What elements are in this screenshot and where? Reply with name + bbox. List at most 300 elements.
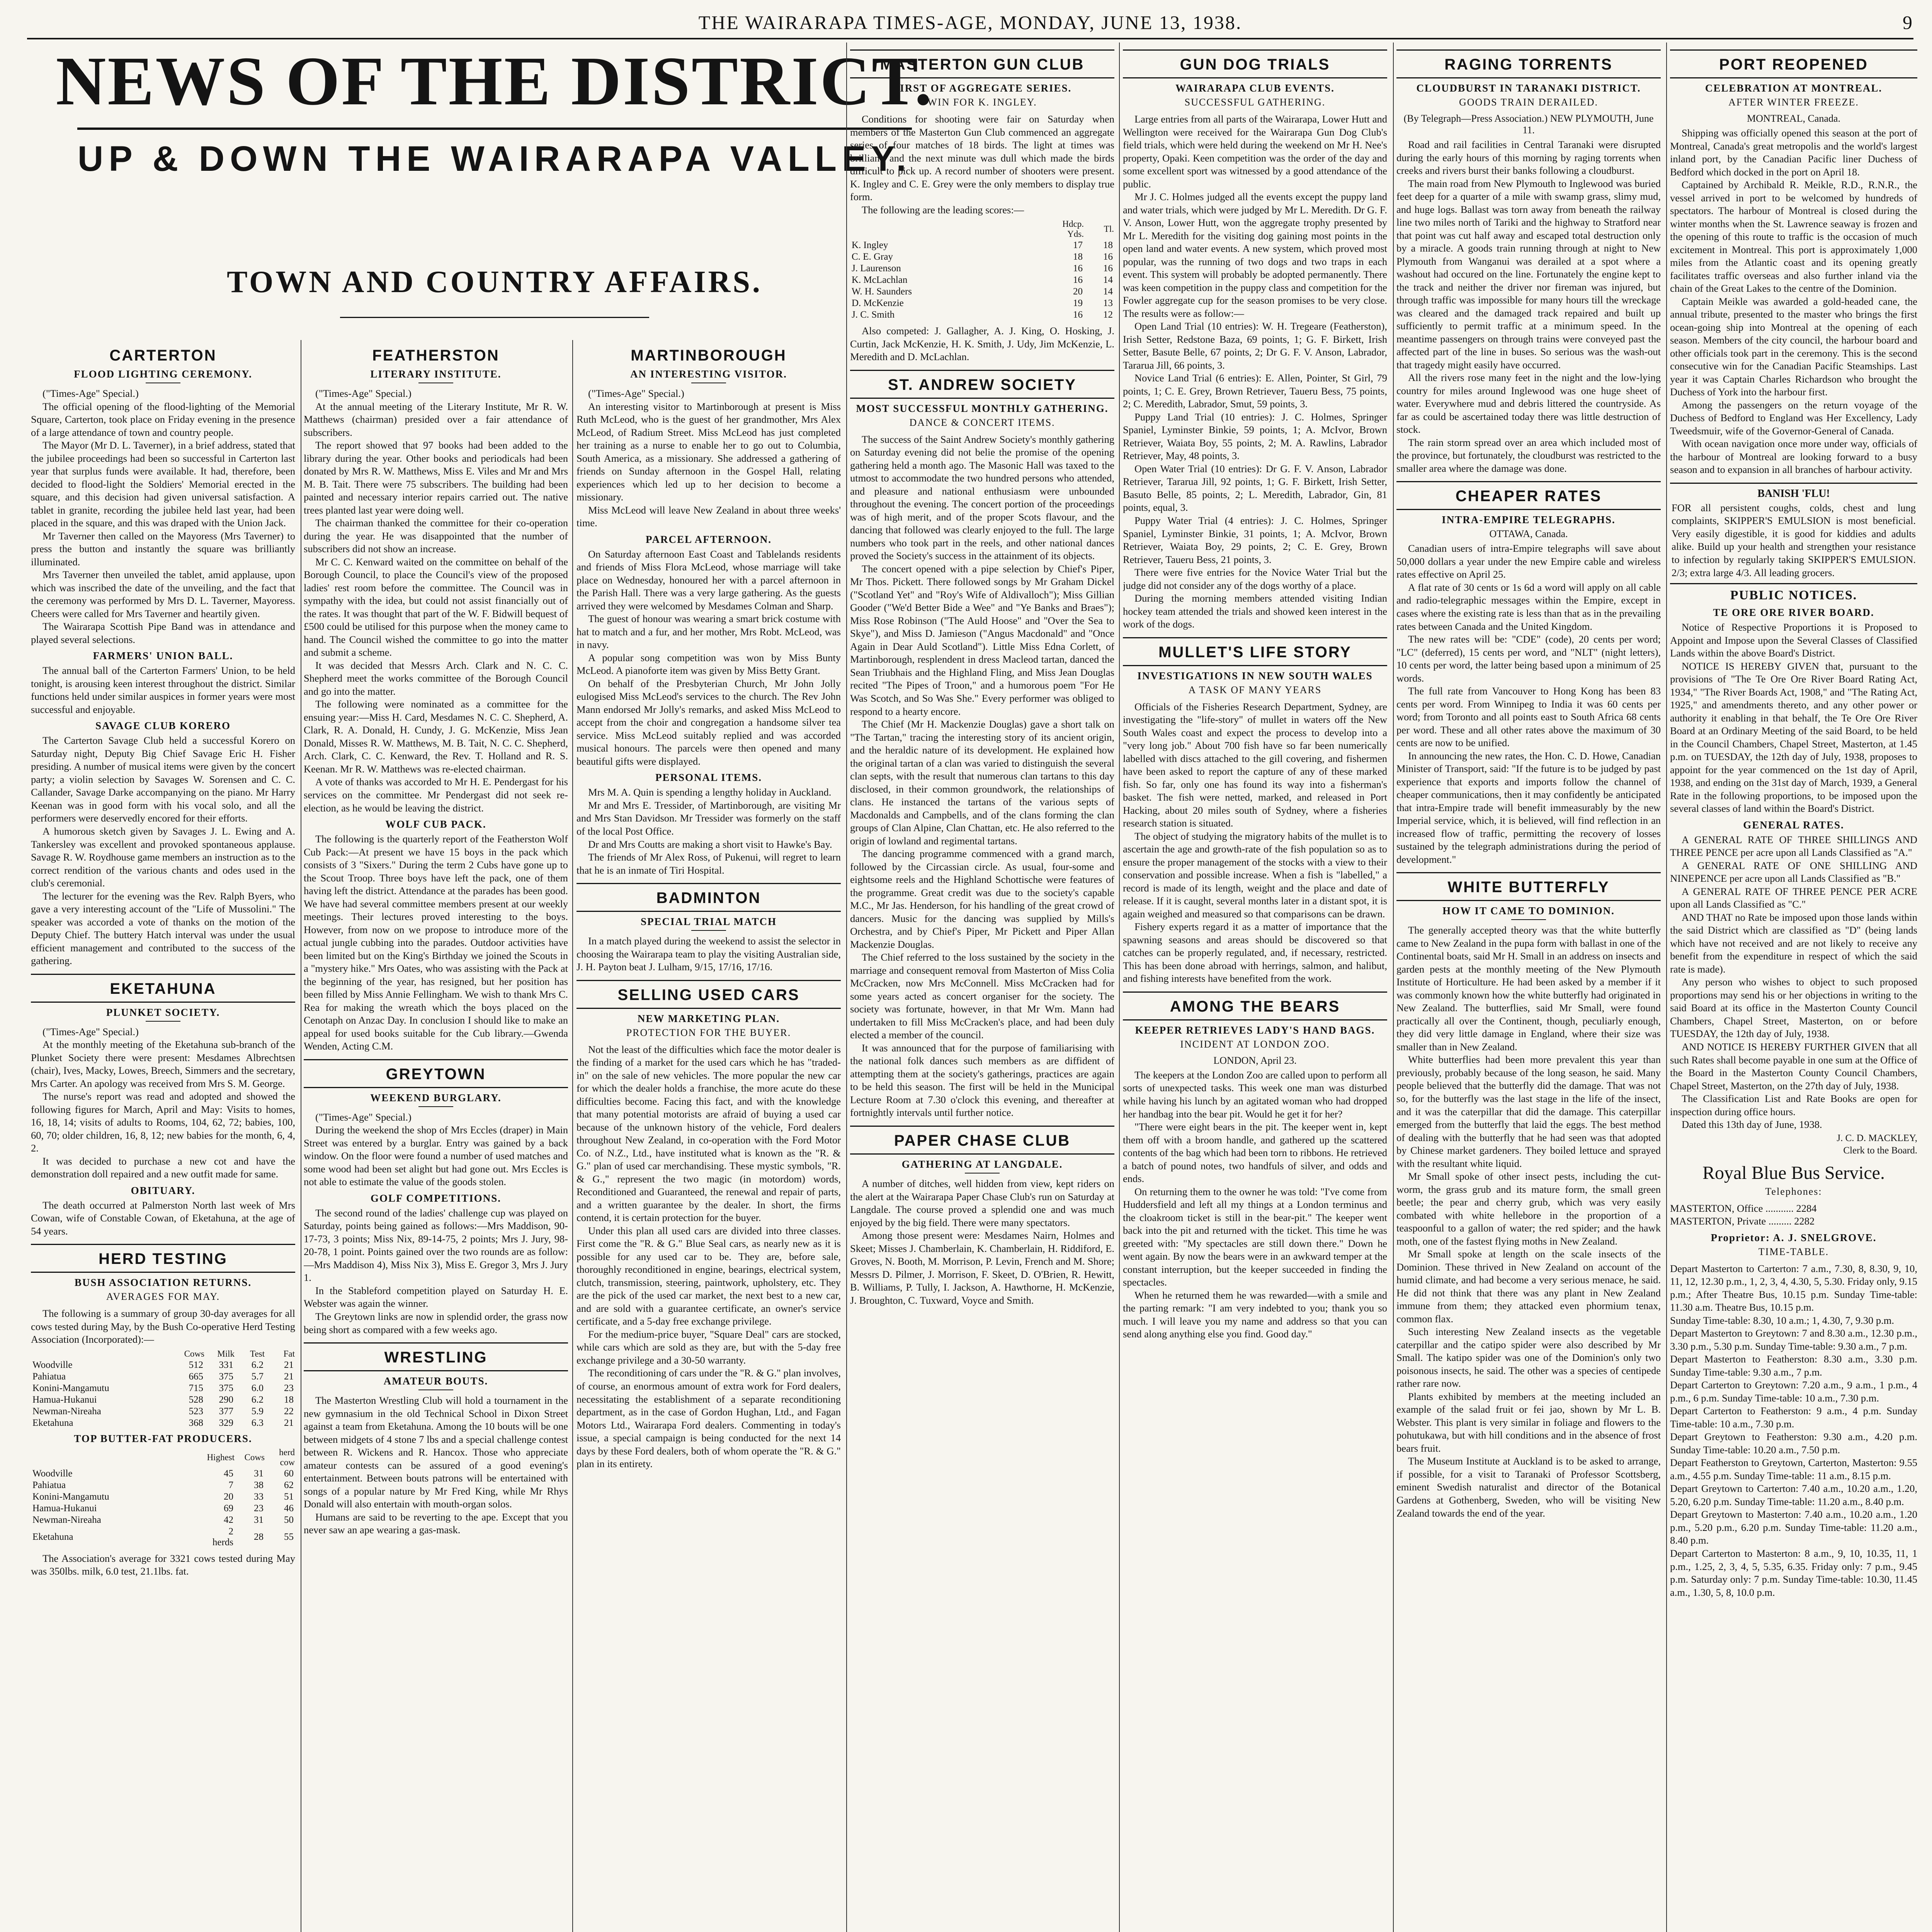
top-producers-table xyxy=(31,1447,295,1548)
article-paragraph: ("Times-Age" Special.) xyxy=(43,1026,139,1037)
article-paragraph: Open Water Trial (10 entries): Dr G. F. V. Anson, Labrador Retriever, Tararua Jill, 92 points, 1; G. F. Birkett, Irish Setter, Basuto Belle, 85 points, 2; L. Meredith, Labrador, Gin, 81 points, equal, 3. xyxy=(1123,463,1387,514)
article-paragraph: The main road from New Plymouth to Inglewood was buried feet deep for a quarter of a mile with swamp grass, slimy mud, and huge logs. Ballast was torn away from beneath the railway line two miles north of Tariki and the highway to Stratford near that point was cut half away and escaped total destruction only by a miracle. A goods train running through at night to New Plymouth from Wanganui was derailed at a spot where a washout had occured on the line. Fortunately the engine kept to the track and neither the driver nor fireman was injured, but through traffic was impossible for many hours till the wreckage was cleared and the damaged track repaired and built up sufficiently to permit traffic at a minimum speed. In the meantime passengers on through trains were conveyed past the affected part of the line in buses. So serious was the wash-out that tragedy might easily have occurred. xyxy=(1396,177,1661,371)
article-paragraph: Open Land Trial (10 entries): W. H. Tregeare (Featherston), Irish Setter, Redstone Baza, 69 points, 1; G. F. Birkett, Irish Setter, Basute Belle, 67 points, 2; Dr G. F. V. Anson, Labrador, Tararua Jill, 66 points, 3. xyxy=(1123,320,1387,371)
article-paragraph: Mr J. C. Holmes judged all the events except the puppy land and water trials, which were judged by Mr L. Meredith. Dr G. F. V. Anson, Lower Hutt, won the aggregate trophy presented by Mr L. Meredith for the visiting dog gaining most points in the open land and water events. A new system, which proved most popular, was the running of two dogs and two traps in each event. This system will probably be adopted permanently. There was keen competition in the puppy class and competition for the Fowler aggregate cup for the season promises to be very close. The results were as follow:— xyxy=(1123,191,1387,319)
page-number: 9 xyxy=(1903,12,1913,33)
article-paragraph: The reconditioning of cars under the "R. & G." plan involves, of course, an enormous amount of extra work for Ford dealers, necessitating the establishment of a separate reconditioning department, as in the case of Gordon Hughan, Ltd., and Fagan Motors Ltd., Wairarapa Ford dealers. Commenting in today's issue, a special campaign is being conducted for the next 14 days by these Ford dealers, both of whom operate the "R. & G." plan in its entirety. xyxy=(577,1367,841,1470)
article-head: BADMINTON xyxy=(577,883,841,912)
article-wrestling xyxy=(304,1342,568,1537)
table-row xyxy=(31,1514,295,1526)
article-subhead: PARCEL AFTERNOON. xyxy=(645,533,772,545)
table-cell: Eketahuna xyxy=(32,1417,73,1428)
article-paragraph: Shipping was officially opened this season at the port of Montreal, Canada's great metropolis and the world's largest inland port, by the Canadian Pacific liner Duchess of Bedford which docked in the port on April 18. xyxy=(1670,127,1917,178)
table-cell: Newman-Nireaha xyxy=(32,1406,101,1417)
article-paragraph: Mr Small spoke of other insect pests, including the cut-worm, the grass grub and its mature form, the small green beetle; the pear and cherry grub, which was very easily combated with white hellebore in the proportion of a teaspoonful to a gallon of water; the red spider; and the hawk moth, one of the fastest flying moths in New Zealand. xyxy=(1396,1170,1661,1247)
article-head: HERD TESTING xyxy=(31,1244,295,1273)
article-paragraph: Captain Meikle was awarded a gold-headed cane, the annual tribute, presented to the master who brings the first ocean-going ship into Montreal at the opening of each season. Members of the city council, the harbour board and other officials took part in the ceremony. This is the second consecutive win for the Canadian Pacific Steamships. Last year it was Captain Charles Richardson who brought the Duchess of York into the harbour first. xyxy=(1670,295,1917,398)
article-paragraph: Such interesting New Zealand insects as the vegetable caterpillar and the catipo spider were also described by Mr Small. The katipo spider was one of the Dominion's only two poisonous insects, he said. The other was a species of centipede rather rare now. xyxy=(1396,1326,1661,1389)
dash-rule xyxy=(418,1106,453,1107)
section-title: TOWN AND COUNTRY AFFAIRS. xyxy=(227,265,762,299)
article-deck: CELEBRATION AT MONTREAL. xyxy=(1705,82,1883,94)
royal-blue-bus-service xyxy=(1670,1162,1917,1599)
table-cell: 12 xyxy=(1103,310,1113,320)
table-row xyxy=(850,251,1114,263)
article-paragraph: An interesting visitor to Martinborough at present is Miss Ruth McLeod, who is the guest of her grandmother, Mrs Alex McLeod, of Radium Street. Miss McLeod has just completed her training as a nurse to enable her to go out to Columbia, South America, as a missionary. She addressed a gathering of friends on Sunday afternoon in the Gospel Hall, relating experiences which led up to her decision to become a missionary. xyxy=(577,400,841,503)
table-cell: 7 xyxy=(228,1480,233,1490)
table-cell: 16 xyxy=(1103,252,1113,262)
article-paragraph: A vote of thanks was accorded to Mr H. E. Pendergast for his services on the committee. Mr Pendergast did not seek re-election, as he would be leaving the district. xyxy=(304,776,568,814)
table-cell: K. McLachlan xyxy=(852,275,908,286)
article-paragraph: When he returned them he was rewarded—with a smile and the parting remark: "I am very indebted to you; thank you so much. I will leave you my name and address so that you can send along anything else you find. Good day." xyxy=(1123,1289,1387,1340)
article-st-andrew xyxy=(850,370,1114,1119)
article-deck: WAIRARAPA CLUB EVENTS. xyxy=(1175,82,1335,94)
article-deck: AMATEUR BOUTS. xyxy=(383,1375,488,1387)
bus-timetable-line: Depart Masterton to Carterton: 7 a.m., 7.30, 8, 8.30, 9, 10, 11, 12, 12.30 p.m., 1, 2, 3, 4, 4.30, 5, 5.30. Friday only, 9.15 p.m.; After Theatre Bus, 10.15 p.m. Sunday Time-table: 11.30 a.m. Theatre Bus, 10.15 p.m. xyxy=(1670,1262,1917,1313)
article-paragraph: Among those present were: Mesdames Nairn, Holmes and Skeet; Misses J. Chamberlain, K. Chamberlain, H. Riddiford, E. Groves, N. Booth, M. Morrison, P. Levin, French and M. Shore; Messrs D. Pilmer, J. Morrison, F. Skeet, D. O'Brien, R. Hewitt, B. Williams, P. Tully, I. Jackson, A. Hawthorne, H. McKenzie, J. Broughton, C. Tuxward, Voyce and Smith. xyxy=(850,1230,1114,1306)
table-row xyxy=(31,1359,295,1371)
column-3 xyxy=(577,344,841,1932)
table-row xyxy=(31,1417,295,1429)
article-paragraph: In a match played during the weekend to assist the selector in choosing the Wairarapa team to play the visiting Australian side, J. H. Payton beat J. Lulham, 9/15, 17/16, 17/16. xyxy=(577,935,841,973)
notice-signature-title: Clerk to the Board. xyxy=(1843,1145,1917,1156)
article-paragraph: The guest of honour was wearing a smart brick costume with hat to match and a fur, and her mother, Mrs Robt. McLeod, was in navy. xyxy=(577,613,841,651)
article-paragraph: ("Times-Age" Special.) xyxy=(43,388,139,399)
article-raging-torrents xyxy=(1396,49,1661,475)
article-paragraph: Miss McLeod will leave New Zealand in about three weeks' time. xyxy=(577,504,841,529)
table-header-row xyxy=(31,1447,295,1468)
article-paragraph: Mr Taverner then called on the Mayoress (Mrs Taverner) to press the button and instantly the square was brilliantly illuminated. xyxy=(31,530,295,568)
table-row xyxy=(31,1371,295,1383)
table-cell: 45 xyxy=(224,1468,233,1479)
article-head: FEATHERSTON xyxy=(372,347,500,364)
article-deck: LITERARY INSTITUTE. xyxy=(370,368,502,380)
article-deck: NEW MARKETING PLAN. xyxy=(637,1012,780,1024)
bus-telephone: MASTERTON, Private ......... 2282 xyxy=(1670,1215,1815,1227)
article-white-butterfly xyxy=(1396,872,1661,1520)
article-paragraph: The success of the Saint Andrew Society's monthly gathering on Saturday evening did not belie the promise of the opening gathering held a month ago. The Masonic Hall was taxed to the utmost to accommodate the two hundred persons who attended, and pleasure and national enthusiasm were unbounded throughout the evening. The concert portion of the proceedings was of high merit, and of the proper Scots flavour, and the dancing that followed was clearly enjoyed to the full. The large numbers who took part in the reels, and other national dances proved the Society's success in the attainment of its objects. xyxy=(850,433,1114,562)
article-paragraph: The object of studying the migratory habits of the mullet is to ascertain the age and growth-rate of the fish population so as to ensure the proper management of the stocks with a view to their conservation and possible increase. When a fish is "labelled," a record is made of its length, weight and the place and date of release. If it is caught, several months later in a distant spot, it is again weighed and measured so that comparisons can be drawn. xyxy=(1123,830,1387,920)
article-paragraph: The official opening of the flood-lighting of the Memorial Square, Carterton, took place on Friday evening in the presence of a large attendance of town and country people. xyxy=(31,400,295,438)
article-paragraph: The Chief referred to the loss sustained by the society in the marriage and consequent removal from Masterton of Miss Colia McCracken, now Mrs McConnell. Miss McCracken had for some years acted as concert organiser for the society. The society was fortunate, however, in that Mr Wm. Mann had undertaken to fill Miss McCracken's place, and had been duly elected a member of the council. xyxy=(850,951,1114,1041)
article-paragraph: A number of ditches, well hidden from view, kept riders on the alert at the Wairarapa Paper Chase Club's run on Saturday at Langdale. The course proved a splendid one and was much enjoyed by the big field. There were many spectators. xyxy=(850,1178,1114,1228)
table-cell: 14 xyxy=(1103,286,1113,297)
article-mullet xyxy=(1123,637,1387,985)
column-5 xyxy=(1123,46,1387,1932)
notice-signature: J. C. D. MACKLEY, xyxy=(1837,1133,1917,1143)
bus-telephone: MASTERTON, Office ........... 2284 xyxy=(1670,1202,1817,1214)
table-cell: 60 xyxy=(284,1468,294,1479)
table-row xyxy=(31,1394,295,1406)
table-cell: 528 xyxy=(189,1394,203,1405)
table-cell: Hamua-Hukanui xyxy=(32,1394,97,1405)
table-cell: Milk xyxy=(217,1349,235,1359)
notice-paragraph: Any person who wishes to object to such proposed proportions may send his or her objections in writing to the said Board at its office in the Masterton County Council Chambers, Chapel Street, Masterton, on or before TUESDAY, the 12th day of July, 1938. xyxy=(1670,976,1917,1040)
article-head: CHEAPER RATES xyxy=(1396,481,1661,510)
dash-rule xyxy=(146,1021,180,1022)
column-2 xyxy=(304,344,568,1932)
gun-scores-table xyxy=(850,219,1114,321)
article-deck: HOW IT CAME TO DOMINION. xyxy=(1442,905,1615,917)
table-cell: Cows xyxy=(244,1452,265,1462)
table-cell xyxy=(31,1447,205,1468)
table-row xyxy=(850,309,1114,321)
dash-rule xyxy=(691,930,726,931)
article-paragraph: It was decided to purchase a new cot and have the demonstration doll repaired and a new outfit made for same. xyxy=(31,1155,295,1180)
table-cell: 715 xyxy=(189,1383,203,1393)
table-cell: 18 xyxy=(1073,252,1083,262)
article-deck: MOST SUCCESSFUL MONTHLY GATHERING. xyxy=(856,402,1109,414)
table-cell: 329 xyxy=(219,1417,233,1428)
notice-paragraph: AND THAT no Rate be imposed upon those lands within the said District which are classified as "D" (being lands which have not received and are not likely to receive any benefit from the expenditure in respect of which the said rate is made). xyxy=(1670,911,1917,975)
notice-paragraph: A GENERAL RATE OF THREE SHILLINGS AND THREE PENCE per acre upon all Lands Classified as "A." xyxy=(1670,833,1917,859)
table-header-row xyxy=(31,1349,295,1359)
article-paragraph: The concert opened with a pipe selection by Chief's Piper, Mr Thos. Pickett. There followed songs by Mr Graham Dickel ("Scotland Yet" and "Roy's Wife of Aldivalloch"); Miss Gillian Gooder ("We'd Better Bide a Wee" and "Ye Banks and Braes"); Miss Rose Robinson ("The Auld Hoose" and "Over the Sea to Skye"), and Miss D. Jamieson ("Angus Macdonald" and "Once Again in Dear Auld Scotland"). Little Miss Edna Corlett, of Martinborough, resplendent in dress Macleod tartan, danced the Sean Triubhais and the Highland Fling, and Miss Jean Douglas recited "The Pipes of Troon," and a humorous poem "For He Was Scotch, and So Was She." Every performer was obliged to respond to a hearty encore. xyxy=(850,563,1114,717)
dateline: MONTREAL, Canada. xyxy=(1747,113,1840,124)
article-gun-dog-trials xyxy=(1123,49,1387,631)
article-eketahuna xyxy=(31,974,295,1238)
article-deck: WIN FOR K. INGLEY. xyxy=(927,97,1037,108)
table-cell: 18 xyxy=(1103,240,1113,251)
article-deck: INCIDENT AT LONDON ZOO. xyxy=(1180,1038,1330,1050)
article-paragraph: Road and rail facilities in Central Taranaki were disrupted during the early hours of this morning by raging torrents when creeks and rivers burst their banks following a cloudburst. xyxy=(1396,139,1661,177)
table-cell: 16 xyxy=(1073,275,1083,286)
table-cell: 16 xyxy=(1073,263,1083,274)
table-cell: 69 xyxy=(224,1503,233,1514)
article-paragraph: The generally accepted theory was that the white butterfly came to New Zealand in the pupa form with ballast in one of the Continental boats, said Mr H. Small in an address on insects and garden pests at the monthly meeting of the New Plymouth Institute of Horticulture. He had been asked by a member if it was commonly known how the white butterfly had originated in New Zealand. The butterflies, said Mr Small, were found practically all over the Continent, though, peculiarly enough, they did very little damage in England, where their size was smaller than in New Zealand. xyxy=(1396,924,1661,1053)
article-paragraph: The report showed that 97 books had been added to the library during the year. Other books and periodicals had been donated by Mrs R. W. Matthews, Miss E. Viles and Mr and Mrs M. B. Tait. There were 75 subscribers. The building had been painted and necessary interior repairs carried out. The native trees planted last year were doing well. xyxy=(304,439,568,516)
dateline: LONDON, April 23. xyxy=(1213,1054,1297,1066)
column-rule xyxy=(1119,43,1120,1932)
article-deck: PLUNKET SOCIETY. xyxy=(106,1006,220,1018)
table-cell: 6.2 xyxy=(251,1394,264,1405)
table-cell: 51 xyxy=(284,1491,294,1502)
article-paragraph: Plants exhibited by members at the meeting included an example of the salad fruit or fei jao, shown by Mr L. B. Webster. This plant is very similar in foliage and flowers to the pohutukawa, but with hill conditions and in the absence of frost bears fruit. xyxy=(1396,1390,1661,1454)
table-cell: J. Laurenson xyxy=(852,263,901,274)
article-paragraph: Also competed: J. Gallagher, A. J. King, O. Hosking, J. Curtin, Jack McKenzie, H. K. Smith, J. Udy, Jim McKenzie, L. Meredith and D. McLachlan. xyxy=(850,325,1114,363)
article-paragraph: Mrs M. A. Quin is spending a lengthy holiday in Auckland. xyxy=(588,786,832,798)
advertisement-skippers-emulsion xyxy=(1670,483,1917,584)
column-4 xyxy=(850,46,1114,1932)
article-paragraph: "There were eight bears in the pit. The keeper went in, kept them off with a broom handle, and gathered up the scattered contents of the bag which had been torn to ribbons. He retrieved a batch of pound notes, two handfuls of silver, and odds and ends. xyxy=(1123,1121,1387,1185)
banner-title: NEWS OF THE DISTRICT. xyxy=(56,43,934,119)
article-head: SELLING USED CARS xyxy=(577,980,841,1009)
article-paragraph: The following is a summary of group 30-day averages for all cows tested during May, by the Bush Co-operative Herd Testing Association (Incorporated):— xyxy=(31,1308,295,1345)
article-badminton xyxy=(577,883,841,974)
bus-timetable-line: Depart Greytown to Masterton: 7.40 a.m., 10.20 a.m., 1.20 p.m., 5.20 p.m., 6.20 p.m. Sunday Time-table: 11.20 a.m., 8.40 p.m. xyxy=(1670,1509,1917,1546)
column-7 xyxy=(1670,46,1917,1932)
article-featherston xyxy=(304,347,568,1053)
notice-subhead: TE ORE ORE RIVER BOARD. xyxy=(1713,607,1874,619)
article-paragraph: Mr C. C. Kenward waited on the committee on behalf of the Borough Council, to place the Council's view of the proposed ladies' rest room before the committee. The Council was in sympathy with the idea, but could not assist financially out of the rates. It was thought that part of the W. F. Bidwill bequest of £500 could be utilised for this purpose when the money came to hand. The Council wished the committee to go into the matter and submit a scheme. xyxy=(304,556,568,658)
article-head: MASTERTON GUN CLUB xyxy=(850,49,1114,78)
bus-timetable-line: Depart Masterton to Greytown: 7 and 8.30 a.m., 12.30 p.m., 3.30 p.m., 5.30 p.m. Sunday Time-table: 9.30 a.m., 7 p.m. xyxy=(1670,1327,1917,1352)
table-cell: J. C. Smith xyxy=(852,310,895,320)
column-1 xyxy=(31,344,295,1932)
table-cell: 20 xyxy=(1073,286,1083,297)
article-head: WRESTLING xyxy=(304,1342,568,1371)
table-row xyxy=(31,1503,295,1514)
table-row xyxy=(31,1480,295,1491)
article-paragraph: Among the passengers on the return voyage of the Duchess of Bedford to England was Her Excellency, Lady Tweedsmuir, wife of the Governor-General of Canada. xyxy=(1670,399,1917,437)
table-cell: 331 xyxy=(219,1359,233,1370)
table-row xyxy=(31,1491,295,1503)
article-greytown xyxy=(304,1059,568,1336)
table-cell: 6.2 xyxy=(251,1359,264,1370)
article-paragraph: The nurse's report was read and adopted and showed the following figures for March, April and May: Visits to homes, 16, 18, 14; visits of adults to Rooms, 104, 62, 72; babies, 100, 60, 70; older children, 16, 8, 12; new babies for the month, 6, 4, 2. xyxy=(31,1090,295,1154)
article-paragraph: On returning them to the owner he was told: "I've come from Huddersfield and left all my things at a London terminus and the cloakroom ticket is still in the bear-pit." The keeper went back into the pit and returned with the ticket. This time he was greeted with: "My spectacles are still down there." Down he went again. By now the bears were in an awkward temper at the constant interruption, but the keeper succeeded in finding the spectacles. xyxy=(1123,1185,1387,1288)
article-paragraph: The new rates will be: "CDE" (code), 20 cents per word; "LC" (deferred), 15 cents per word, and "NLT" (night letters), 10 cents per word, the latter being based upon a minimum of 25 words. xyxy=(1396,633,1661,684)
article-head: AMONG THE BEARS xyxy=(1123,992,1387,1020)
article-deck: FIRST OF AGGREGATE SERIES. xyxy=(893,82,1072,94)
column-6 xyxy=(1396,46,1661,1932)
article-paragraph: Dr and Mrs Coutts are making a short visit to Hawke's Bay. xyxy=(588,838,832,850)
article-head: WHITE BUTTERFLY xyxy=(1396,872,1661,901)
article-paragraph: Puppy Land Trial (10 entries): J. C. Holmes, Springer Spaniel, Lyminster Binkie, 59 points, 1; A. McIvor, Brown Retriever, Waiata Boy, 55 points, 2; M. A. Rawlins, Labrador Retriever, May, 48 points, 3. xyxy=(1123,411,1387,462)
article-paragraph: At the monthly meeting of the Eketahuna sub-branch of the Plunket Society there were present: Mesdames Albrechtsen (chair), Ives, Macky, Lowes, Breech, Simmers and the secretary, Mrs Carter. An apology was received from Mrs S. M. George. xyxy=(31,1039,295,1089)
table-cell xyxy=(850,219,1054,240)
table-cell: 31 xyxy=(254,1514,264,1525)
table-cell: Konini-Mangamutu xyxy=(32,1383,109,1393)
article-paragraph: Novice Land Trial (6 entries): E. Allen, Pointer, St Girl, 79 points, 1; C. E. Grey, Brown Retriever, Taueru Bess, 75 points, 2; C. Meredith, Labrador, Smut, 59 points, 3. xyxy=(1123,372,1387,410)
table-cell: 33 xyxy=(254,1491,264,1502)
article-deck: CLOUDBURST IN TARANAKI DISTRICT. xyxy=(1416,82,1641,94)
article-paragraph: Puppy Water Trial (4 entries): J. C. Holmes, Springer Spaniel, Lyminster Binkie, 31 points, 1; A. McIvor, Brown Retriever, Waiata Boy, 29 points, 2; C. E. Grey, Brown Retriever, Taueru Bess, 21 points, 3. xyxy=(1123,514,1387,565)
table-cell: 16 xyxy=(1103,263,1113,274)
article-paragraph: The Association's average for 3321 cows tested during May was 350lbs. milk, 6.0 test, 21.1lbs. fat. xyxy=(31,1552,295,1577)
table-row xyxy=(31,1406,295,1417)
article-paragraph: The keepers at the London Zoo are called upon to perform all sorts of unexpected tasks. This week one man was disturbed while having his lunch by an agitated woman who had dropped her handbag into the bear pit. Would he get it for her? xyxy=(1123,1069,1387,1120)
table-cell: Highest xyxy=(207,1452,235,1462)
table-cell: Hamua-Hukanui xyxy=(32,1503,97,1514)
table-row xyxy=(850,274,1114,286)
table-cell: 20 xyxy=(224,1491,233,1502)
article-paragraph: The Greytown links are now in splendid order, the grass now being short as compared with a few weeks ago. xyxy=(304,1311,568,1335)
article-paragraph: Mrs Taverner then unveiled the tablet, amid applause, upon which was inscribed the date of the unveiling, and the fact that the ceremony was performed by Mrs D. L. Taverner, Mayoress. Cheers were called for Mrs Taverner and heartily given. xyxy=(31,569,295,619)
article-paragraph: The Wairarapa Scottish Pipe Band was in attendance and played several selections. xyxy=(31,621,295,645)
article-deck: AN INTERESTING VISITOR. xyxy=(630,368,787,380)
table-cell: 50 xyxy=(284,1514,294,1525)
article-paragraph: There were five entries for the Novice Water Trial but the judge did not consider any of the dogs worthy of a place. xyxy=(1123,566,1387,591)
article-head: ST. ANDREW SOCIETY xyxy=(850,370,1114,399)
article-head: RAGING TORRENTS xyxy=(1396,49,1661,78)
notice-paragraph: A GENERAL RATE OF ONE SHILLING AND NINEPENCE per acre upon all Lands Classified as "B." xyxy=(1670,859,1917,884)
article-deck: SPECIAL TRIAL MATCH xyxy=(640,916,777,928)
notice-subhead: GENERAL RATES. xyxy=(1743,819,1844,831)
table-cell: Cows xyxy=(184,1349,204,1359)
table-cell: D. McKenzie xyxy=(852,298,904,309)
article-deck: DANCE & CONCERT ITEMS. xyxy=(909,417,1055,428)
article-deck: BUSH ASSOCIATION RETURNS. xyxy=(74,1277,252,1289)
masthead xyxy=(27,7,1913,39)
article-paragraph: The full rate from Vancouver to Hong Kong has been 83 cents per word. From Winnipeg to India it was 60 cents per word; from Toronto and all points east to South Africa 68 cents per word. These and all other rates above the maximum of 30 cents are now to be unified. xyxy=(1396,685,1661,749)
table-cell: 5.9 xyxy=(251,1406,264,1417)
bus-timetable-line: Depart Featherston to Greytown, Carterton, Masterton: 9.55 a.m., 4.55 p.m. Sunday Time-table: 11 a.m., 8.15 p.m. xyxy=(1670,1457,1917,1481)
section-rule xyxy=(340,317,649,318)
table-cell: 2 herds xyxy=(212,1526,233,1548)
table-cell: Test xyxy=(250,1349,265,1359)
table-cell: Newman-Nireaha xyxy=(32,1514,101,1525)
table-cell: 375 xyxy=(219,1383,233,1393)
article-head: MULLET'S LIFE STORY xyxy=(1123,637,1387,666)
article-paragraph: ("Times-Age" Special.) xyxy=(315,1111,412,1123)
article-head: GUN DOG TRIALS xyxy=(1123,49,1387,78)
article-deck: AFTER WINTER FREEZE. xyxy=(1728,97,1859,108)
article-paragraph: The annual ball of the Carterton Farmers' Union, to be held tonight, is arousing keen interest throughout the district. Similar functions held under similar auspices in former years were most successful and enjoyable. xyxy=(31,665,295,715)
dash-rule xyxy=(418,1389,453,1390)
article-head: EKETAHUNA xyxy=(31,974,295,1003)
article-paragraph: Captained by Archibald R. Meikle, R.D., R.N.R., the vessel arrived in port to be welcomed by hundreds of spectators. The harbour of Montreal is closed during the winter months when the St. Lawrence seaway is frozen and the opening of this route to traffic is the occasion of much excitement in Montreal. This port is approximately 1,000 miles from the Atlantic coast and its opening greatly facilitates traffic overseas and also further inland via the chain of the Great Lakes to the centre of the Dominion. xyxy=(1670,179,1917,294)
article-subhead: SAVAGE CLUB KORERO xyxy=(95,720,231,732)
bus-timetable-line: Depart Masterton to Featherston: 8.30 a.m., 3.30 p.m. Sunday Time-table: 9.30 a.m., 7 p.m. xyxy=(1670,1353,1917,1378)
article-deck: SUCCESSFUL GATHERING. xyxy=(1184,97,1326,108)
article-deck: A TASK OF MANY YEARS xyxy=(1188,684,1322,696)
article-paragraph: The chairman thanked the committee for their co-operation during the year. He was disappointed that the number of subscribers did not show an increase. xyxy=(304,517,568,555)
article-paragraph: The death occurred at Palmerston North last week of Mrs Cowan, wife of Constable Cowan, of Eketahuna, at the age of 54 years. xyxy=(31,1199,295,1237)
article-paragraph: Fishery experts regard it as a matter of importance that the spawning seasons and areas should be discovered so that catches can be properly regulated, and, if necessary, restricted. This has been done abroad with herrings, salmon, and halibut, and fishing interests have benefited from the work. xyxy=(1123,921,1387,985)
table-cell: 31 xyxy=(254,1468,264,1479)
table-row xyxy=(31,1526,295,1548)
article-paragraph: The Masterton Wrestling Club will hold a tournament in the new gymnasium in the old Technical School in Dixon Street against a team from Eketahuna. Among the 10 bouts will be one between midgets of 4 stone 7 lbs and a special challenge contest between R. Wickens and R. Hancox. Those who appreciate amateur contests can be assured of a good evening's entertainment. Between bouts patrons will be entertained with songs of a popular nature by Mr Fred King, while Mr Rhys Donald will also entertain with mouth-organ solos. xyxy=(304,1395,568,1510)
article-paragraph: For the medium-price buyer, "Square Deal" cars are stocked, while cars which are sold as they are, but with the 5-day free exchange privilege and a 30-50 warranty. xyxy=(577,1328,841,1366)
bus-timetable-head: TIME-TABLE. xyxy=(1758,1246,1829,1257)
article-paragraph: Humans are said to be reverting to the ape. Except that you never saw an ape wearing a gas-mask. xyxy=(304,1511,568,1536)
article-among-the-bears xyxy=(1123,992,1387,1341)
article-deck: WEEKEND BURGLARY. xyxy=(370,1092,502,1104)
banner-rule xyxy=(77,128,912,130)
article-paragraph: White butterflies had been more prevalent this year than previously, probably because of the long season, he said. Many people believed that the butterfly did the damage. That was not so, for the butterfly was the last stage in the life of the insect, and it was the caterpillar that did the damage. This caterpillar emerged from the butterfly that laid the eggs. The best method of dealing with the butterfly that he had seen was that adopted by Chinese market gardeners. They boiled lettuce and sprayed with the resultant white liquid. xyxy=(1396,1054,1661,1169)
table-cell: Woodville xyxy=(32,1468,73,1479)
article-paper-chase xyxy=(850,1126,1114,1307)
table-row xyxy=(31,1383,295,1394)
article-head: CARTERTON xyxy=(109,347,217,364)
bus-timetable-line: Sunday Time-table: 8.30, 10 a.m.; 1, 4.30, 7, 9.30 p.m. xyxy=(1670,1314,1895,1326)
masthead-title: THE WAIRARAPA TIMES-AGE, MONDAY, JUNE 13, 1938. xyxy=(698,12,1242,33)
article-herd-testing xyxy=(31,1244,295,1578)
dateline: OTTAWA, Canada. xyxy=(1489,528,1568,540)
article-paragraph: The second round of the ladies' challenge cup was played on Saturday, points being gained as follows:—Mrs Maddison, 90-17-73, 3 points; Miss Nix, 89-14-75, 2 points; Mrs J. Jury, 98-20-78, 1 point. Points gained over the two rounds are as follow:—Mrs Maddison 4), Miss Nix 3), Miss E. Gregor 3, Mrs J. Jury 1. xyxy=(304,1207,568,1284)
notices-head: PUBLIC NOTICES. xyxy=(1730,588,1857,603)
article-paragraph: The Carterton Savage Club held a successful Korero on Saturday night, Deputy Big Chief Savage Eric H. Fisher presiding. A number of musical items were given by the concert party; a violin selection by Savages W. Sorensen and C. C. Callander, Savage Darke accompanying on the piano. Mr Harry Keenan was in good form with his vocal solo, and all the performers were deservedly encored for their efforts. xyxy=(31,735,295,824)
table-cell: 6.3 xyxy=(251,1417,264,1428)
article-paragraph: The Museum Institute at Auckland is to be asked to arrange, if possible, for a visit to Taranaki of Professor Scottsberg, eminent Swedish naturalist and director of the Botanical Gardens at Gothenberg, Sweden, who will be visiting New Zealand towards the end of the year. xyxy=(1396,1455,1661,1519)
article-paragraph: Conditions for shooting were fair on Saturday when members of the Masterton Gun Club commenced an aggregate series of four matches of 18 birds. The light at times was brilliant, and the next minute was dull which made the birds difficult to pick up. A record number of shooters were present. K. Ingley and C. E. Grey were the only members to display true form. xyxy=(850,113,1114,203)
table-cell: 21 xyxy=(284,1417,294,1428)
article-martinborough xyxy=(577,347,841,877)
article-paragraph: On behalf of the Presbyterian Church, Mr John Jolly eulogised Miss McLeod's services to the church. The Rev John Mann endorsed Mr Jolly's remarks, and asked Miss McLeod to accept from the choir and congregation a handsome silver tea service. Miss McLeod suitably replied and was accorded musical honours. The parcels were then opened and many beautiful gifts were displayed. xyxy=(577,677,841,767)
article-paragraph: The rain storm spread over an area which included most of the province, but fortunately, the cloudburst was restricted to the smaller area where the damage was done. xyxy=(1396,436,1661,474)
column-rule xyxy=(1393,43,1394,1932)
notice-paragraph: Notice of Respective Proportions it is Proposed to Appoint and Impose upon the Several Classes of Classified Lands within the above Board's District. xyxy=(1670,621,1917,659)
dateline: (By Telegraph—Press Association.) NEW PLYMOUTH, June 11. xyxy=(1403,113,1654,136)
article-paragraph: A popular song competition was won by Miss Bunty McLeod. A pianoforte item was given by Miss Betty Grant. xyxy=(577,651,841,677)
article-paragraph: A humorous sketch given by Savages J. L. Ewing and A. Tankersley was excellent and provoked spontaneous applause. Savage R. W. Roydhouse game members an instruction as to the correct rendition of the various chants and odes used in the club's ceremonial. xyxy=(31,825,295,889)
ad-title: BANISH 'FLU! xyxy=(1757,487,1830,500)
table-cell: 6.0 xyxy=(251,1383,264,1393)
article-port-reopened xyxy=(1670,49,1917,476)
table-cell: W. H. Saunders xyxy=(852,286,912,297)
article-paragraph: The following is the quarterly report of the Featherston Wolf Cub Pack:—At present we have 15 boys in the pack which consists of 3 "Sixers." During the term 2 Cubs have gone up to the Scout Troop. Three boys have left the pack, one of them having left the district. Attendance at the parades has been good. We have had several committee members present at our weekly meetings. Their lectures proved interesting to the boys. However, from now on we propose to introduce more of the actual jungle cubbing into the parades. Outdoor activities have been limited but on the King's Birthday we joined the Scouts in a "mystery hike." Mrs Oates, who was assisting with the Pack at the beginning of the year, has resigned, but her position has been filled by Miss Annie Fellingham. We wish to thank Mrs C. Rea for making the wreath which the boys placed on the Cenotaph on Anzac Day. In conclusion I should like to make an appeal for used books suitable for the Cub library.—Gwenda Wenden, Acting C.M. xyxy=(304,833,568,1052)
table-cell: 22 xyxy=(284,1406,294,1417)
bus-timetable xyxy=(1670,1262,1917,1599)
table-cell: 18 xyxy=(284,1394,294,1405)
public-notices xyxy=(1670,588,1917,1156)
table-cell: Pahiatua xyxy=(32,1371,66,1382)
article-paragraph: In announcing the new rates, the Hon. C. D. Howe, Canadian Minister of Transport, said: "If the future is to be judged by past experience that exports and imports follow the channel of cheaper communications, then it may confidently be anticipated that intra-Empire trade will benefit immeasurably by the new Imperial service, which, it is believed, will find reflection in an increased flow of traffic, permitting the recovery of losses sustained by the telegraph administrations during the period of development." xyxy=(1396,750,1661,865)
table-cell: 28 xyxy=(254,1531,264,1542)
article-paragraph: It was announced that for the purpose of familiarising with the national folk dances such members as are diffident of attempting them at the society's gatherings, practices are again to be held this season. The first will be held in the Municipal Lecture Room at 7.30 o'clock this evening, and thereafter at fortnightly intervals until further notice. xyxy=(850,1042,1114,1119)
article-paragraph: On Saturday afternoon East Coast and Tablelands residents and friends of Miss Flora McLeod, whose marriage will take place on Wednesday, honoured her with a parcel afternoon in the Parish Hall. There was a very large gathering. As the guests arrived they were welcomed by Mesdames Colman and Sharp. xyxy=(577,548,841,612)
article-paragraph: During the morning members attended visiting Indian hockey team attended the trials and showed keen interest in the work of the dogs. xyxy=(1123,592,1387,630)
article-paragraph: The Chief (Mr H. Mackenzie Douglas) gave a short talk on "The Tartan," tracing the interesting story of its ancient origin, and the heraldic nature of its development. He explained how the original tartan of a clan was varied to distinguish the several clan septs, with the result that numerous clan tartans to this day disclosed, in their common groundwork, the relationships of clans. He instanced the tartans of the various septs of Macdonalds and Campbells, and of the clans forming the clan groups of Clan Alpine, Clan Chattan, etc. He also referred to the origin of lowland and regimental tartans. xyxy=(850,718,1114,847)
table-cell: 16 xyxy=(1073,310,1083,320)
article-paragraph: Large entries from all parts of the Wairarapa, Lower Hutt and Wellington were received for the Wairarapa Gun Dog Club's field trials, which were held during the weekend on Mr H. Nee's property, Opaki. Keen competition was the order of the day and some excellent sport was witnessed by a good attendance of the public. xyxy=(1123,113,1387,190)
ad-text: FOR all persistent coughs, colds, chest and lung complaints, SKIPPER'S EMULSION is most beneficial. Very easily digestible, it is good for kiddies and adults alike. Build up your health and strengthen your resistance to infection by regularly taking SKIPPER'S EMULSION. 2/3; extra large 4/3. All leading grocers. xyxy=(1672,502,1916,578)
article-cheaper-rates xyxy=(1396,481,1661,866)
table-cell: 42 xyxy=(224,1514,233,1525)
article-subhead: OBITUARY. xyxy=(131,1184,196,1196)
article-paragraph: ("Times-Age" Special.) xyxy=(588,388,684,399)
bus-timetable-line: Depart Carterton to Featherston: 9 a.m., 4 p.m. Sunday Time-table: 10 a.m., 7.30 p.m. xyxy=(1670,1405,1917,1430)
table-row xyxy=(850,298,1114,309)
article-head: GREYTOWN xyxy=(304,1059,568,1088)
article-deck: INTRA-EMPIRE TELEGRAPHS. xyxy=(1442,514,1616,526)
article-subhead: PERSONAL ITEMS. xyxy=(655,772,762,784)
table-header-row xyxy=(850,219,1114,240)
article-deck: INVESTIGATIONS IN NEW SOUTH WALES xyxy=(1137,670,1373,682)
article-carterton xyxy=(31,347,295,968)
table-cell: 665 xyxy=(189,1371,203,1382)
notice-paragraph: NOTICE IS HEREBY GIVEN that, pursuant to the provisions of "The Te Ore Ore River Board Rating Act, 1934," "The River Boards Act, 1908," and "The Rating Act, 1925," and amendments thereto, and any other power or authority it enabling in that behalf, the Te Ore Ore River Board at an Ordinary Meeting of the said Board, to be held in the Council Chambers, Chapel Street, Masterton, at 1.45 p.m. on TUESDAY, the 12th day of July, 1938, proposes to appoint for the year commenced on the 1st day of April, 1938, and ending on the 31st day of March, 1939, a General Rate in the following proportions, to be imposed upon the several classes of land within the Board's District. xyxy=(1670,660,1917,815)
article-deck: FLOOD LIGHTING CEREMONY. xyxy=(74,368,252,380)
article-head: PAPER CHASE CLUB xyxy=(850,1126,1114,1155)
article-used-cars xyxy=(577,980,841,1471)
table-cell xyxy=(31,1349,175,1359)
table-cell: 290 xyxy=(219,1394,233,1405)
table-cell: 375 xyxy=(219,1371,233,1382)
article-paragraph: A flat rate of 30 cents or 1s 6d a word will apply on all cable and radio-telegraphic messages within the Empire, except in cases where the existing rate is less than that as in the prevailing rates between Canada and the United Kingdom. xyxy=(1396,581,1661,632)
article-paragraph: Not the least of the difficulties which face the motor dealer is the finding of a market for the used cars which he has "traded-in" on the sale of new vehicles. The more popular the new car for which the dealer holds a franchise, the more acute do these difficulties become. Facing this fact, and with the knowledge that many potential motorists are afraid of buying a used car because of the unknown history of the vehicle, Ford dealers throughout New Zealand, in co-operation with the Ford Motor Co. of N.Z., Ltd., have instituted what is known as the "R. & G." plan of used car merchandising. These mystic symbols, "R. & G.," represent the two magic (in motordom) words, Reconditioned and Guaranteed, the renewal and repair of parts, and a written guarantee by the dealer. In short, the firms contend, it is certain protection for the buyer. xyxy=(577,1043,841,1224)
bus-timetable-line: Depart Greytown to Featherston: 9.30 a.m., 4.20 p.m. Sunday Time-table: 10.20 a.m., 7.50 p.m. xyxy=(1670,1431,1917,1456)
table-row xyxy=(850,286,1114,298)
table-cell: 46 xyxy=(284,1503,294,1514)
bus-timetable-line: Depart Carterton to Greytown: 7.20 a.m., 9 a.m., 1 p.m., 4 p.m., 6 p.m. Sunday Time-table: 10 a.m., 7.30 p.m. xyxy=(1670,1379,1917,1404)
table-cell: 523 xyxy=(189,1406,203,1417)
table-cell: 21 xyxy=(284,1371,294,1382)
bus-title: Royal Blue Bus Service. xyxy=(1702,1162,1885,1183)
article-paragraph: The Mayor (Mr D. L. Taverner), in a brief address, stated that the jubilee proceedings had been so successful in Carterton last year that surplus funds were available. It had, therefore, been decided to flood-light the Soldiers' Memorial erected in the square, and this decision had given universal satisfaction. A tablet in granite, recording the jubilee held last year, had been placed in the square, and this was draped with the Union Jack. xyxy=(31,439,295,529)
article-head: MARTINBOROUGH xyxy=(631,347,787,364)
column-rule xyxy=(572,340,573,1932)
article-paragraph: Under this plan all used cars are divided into three classes. First come the "R. & G." Blue Seal cars, as nearly new as it is possible for any used car to be. They are, before sale, thoroughly reconditioned in engine, bearings, electrical system, clutch, transmission, steering, paintwork, upholstery, etc. They are the pick of the used car market, the next best to a new car, and are sold with a guarantee certificate, an owner's service certificate, and a 5-day free exchange privilege. xyxy=(577,1225,841,1327)
article-paragraph: Mr and Mrs E. Tressider, of Martinborough, are visiting Mr and Mrs Stan Davidson. Mr Tressider was formerly on the staff of the local Post Office. xyxy=(577,799,841,837)
bus-timetable-line: Depart Greytown to Carterton: 7.40 a.m., 10.20 a.m., 1.20, 5.20, 6.20 p.m. Sunday Time-table: 11.20 a.m., 8.40 p.m. xyxy=(1670,1483,1917,1507)
article-paragraph: Officials of the Fisheries Research Department, Sydney, are investigating the "life-story" of mullet in waters off the New South Wales coast and expect the process to develop into a "very long job." About 700 fish have so far been numerically labelled with discs attached to the gill covering, and fishermen have been asked to report the capture of any of these marked fish. So far, only one has found its way into a fisherman's basket. The fish were netted, marked, and released in Port Hacking, about 20 miles south of Sydney, where a fisheries research station is situated. xyxy=(1123,701,1387,829)
article-subhead: FARMERS' UNION BALL. xyxy=(93,650,233,662)
bus-telephones-head: Telephones: xyxy=(1765,1185,1822,1197)
bus-proprietor: Proprietor: A. J. SNELGROVE. xyxy=(1711,1231,1877,1243)
table-cell: 13 xyxy=(1103,298,1113,309)
article-paragraph: All the rivers rose many feet in the night and the low-lying country for miles around Inglewood was one huge sheet of water. Everywhere mud and debris littered the countryside. As far as could be ascertained today there was little destruction of stock. xyxy=(1396,372,1661,435)
article-deck: KEEPER RETRIEVES LADY'S HAND BAGS. xyxy=(1135,1024,1375,1036)
article-paragraph: The lecturer for the evening was the Rev. Ralph Byers, who gave a very interesting account of the "Life of Mussolini." The speaker was accorded a vote of thanks on the motion of the Deputy Chief. The buttery Hatch interval was under the usual efficient management and contributed to the success of the gathering. xyxy=(31,890,295,967)
dash-rule xyxy=(1511,919,1546,920)
table-cell: 17 xyxy=(1073,240,1083,251)
table-cell: 14 xyxy=(1103,275,1113,286)
table-cell: Pahiatua xyxy=(32,1480,66,1490)
article-deck: GATHERING AT LANGDALE. xyxy=(901,1158,1063,1170)
article-deck: AVERAGES FOR MAY. xyxy=(106,1291,220,1303)
table-cell: 21 xyxy=(284,1359,294,1370)
